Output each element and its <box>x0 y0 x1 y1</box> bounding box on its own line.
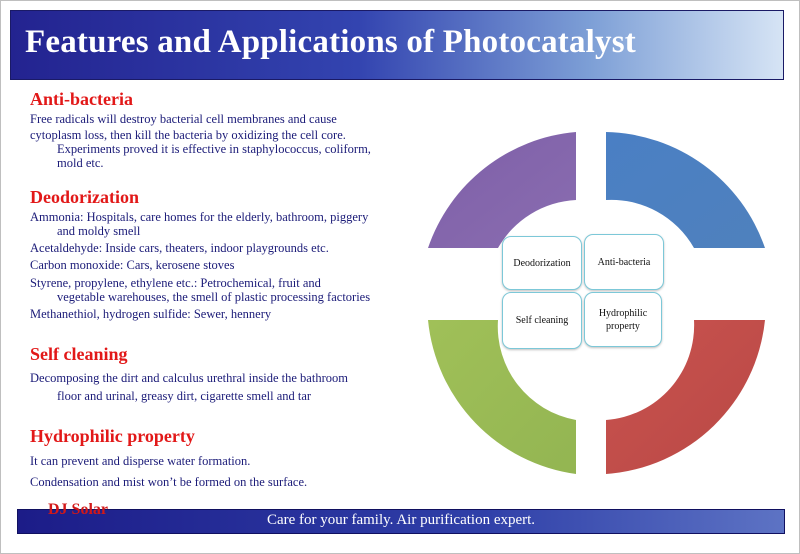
deodorization-line-3: Acetaldehyde: Inside cars, theaters, indoor playgrounds etc. <box>30 241 329 255</box>
anti-bacteria-line-3: Experiments proved it is effective in staphylococcus, coliform, <box>57 142 371 156</box>
hydrophilic-line-2: Condensation and mist won’t be formed on the surface. <box>30 475 308 489</box>
hydrophilic-line-1: It can prevent and disperse water formation. <box>30 454 251 468</box>
self-cleaning-line-1: Decomposing the dirt and calculus urethral inside the bathroom <box>30 371 348 385</box>
box-hydrophilic-property: Hydrophilic property <box>584 292 662 347</box>
footer-bar <box>17 509 785 534</box>
deodorization-line-6: vegetable warehouses, the smell of plastic processing factories <box>57 290 371 304</box>
brand-name: DJ Solar <box>48 501 108 518</box>
anti-bacteria-line-2: cytoplasm loss, then kill the bacteria by oxidizing the cell core. <box>30 128 346 142</box>
self-cleaning-line-2: floor and urinal, greasy dirt, cigarette smell and tar <box>57 389 312 403</box>
segment-top-right <box>606 132 765 248</box>
features-diagram <box>428 132 768 474</box>
deodorization-line-1: Ammonia: Hospitals, care homes for the elderly, bathroom, piggery <box>30 210 369 224</box>
segment-top-left <box>428 132 576 248</box>
page-title: Features and Applications of Photocatalyst <box>25 24 636 60</box>
box-anti-bacteria: Anti-bacteria <box>584 234 664 290</box>
heading-deodorization: Deodorization <box>30 187 139 207</box>
deodorization-line-4: Carbon monoxide: Cars, kerosene stoves <box>30 258 235 272</box>
deodorization-line-5: Styrene, propylene, ethylene etc.: Petrochemical, fruit and <box>30 276 321 290</box>
heading-self-cleaning: Self cleaning <box>30 344 128 364</box>
heading-anti-bacteria: Anti-bacteria <box>30 89 133 109</box>
deodorization-line-2: and moldy smell <box>57 224 141 238</box>
box-deodorization: Deodorization <box>502 236 582 290</box>
box-self-cleaning: Self cleaning <box>502 292 582 349</box>
deodorization-line-7: Methanethiol, hydrogen sulfide: Sewer, hennery <box>30 307 272 321</box>
heading-hydrophilic-property: Hydrophilic property <box>30 426 195 446</box>
title-bar <box>10 10 784 80</box>
anti-bacteria-line-1: Free radicals will destroy bacterial cell membranes and cause <box>30 112 337 126</box>
anti-bacteria-line-4: mold etc. <box>57 156 104 170</box>
footer-slogan: Care for your family. Air purification expert. <box>266 512 536 528</box>
